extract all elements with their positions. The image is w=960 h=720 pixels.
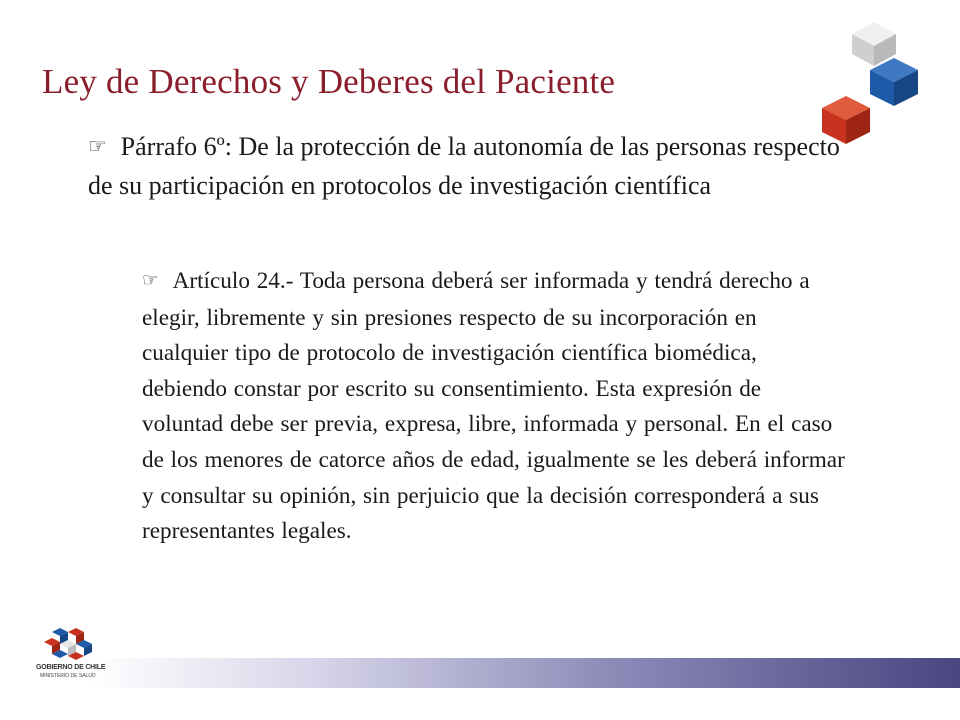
slide-title: Ley de Derechos y Deberes del Paciente: [42, 62, 616, 101]
level1-paragraph: [88, 128, 858, 204]
pointing-hand-icon: ☞: [88, 135, 107, 158]
footer-gradient-bar: [90, 658, 960, 688]
logo-line2: MINISTERIO DE SALUD: [40, 673, 96, 679]
level2-paragraph: [142, 264, 847, 550]
logo-line1: GOBIERNO DE CHILE: [36, 664, 106, 671]
pointing-hand-icon: ☞: [142, 270, 159, 291]
level2-text: Artículo 24.- Toda persona deberá ser informada y tendrá derecho a elegir, libremente y sin presiones respecto de su incorporación en cualquier tipo de protocolo de investigación científica biomédica, debiendo constar por escrito su consentimiento. Esta expresión de voluntad debe ser previa, expresa, libre, informada y personal. En el caso de los menores de catorce años de edad, igualmente se les deberá informar y consultar su opinión, sin perjuicio que la decisión corresponderá a sus representantes legales.: [142, 268, 845, 545]
level1-text: Párrafo 6º: De la protección de la autonomía de las personas respecto de su participación en protocolos de investigación científica: [88, 132, 840, 200]
